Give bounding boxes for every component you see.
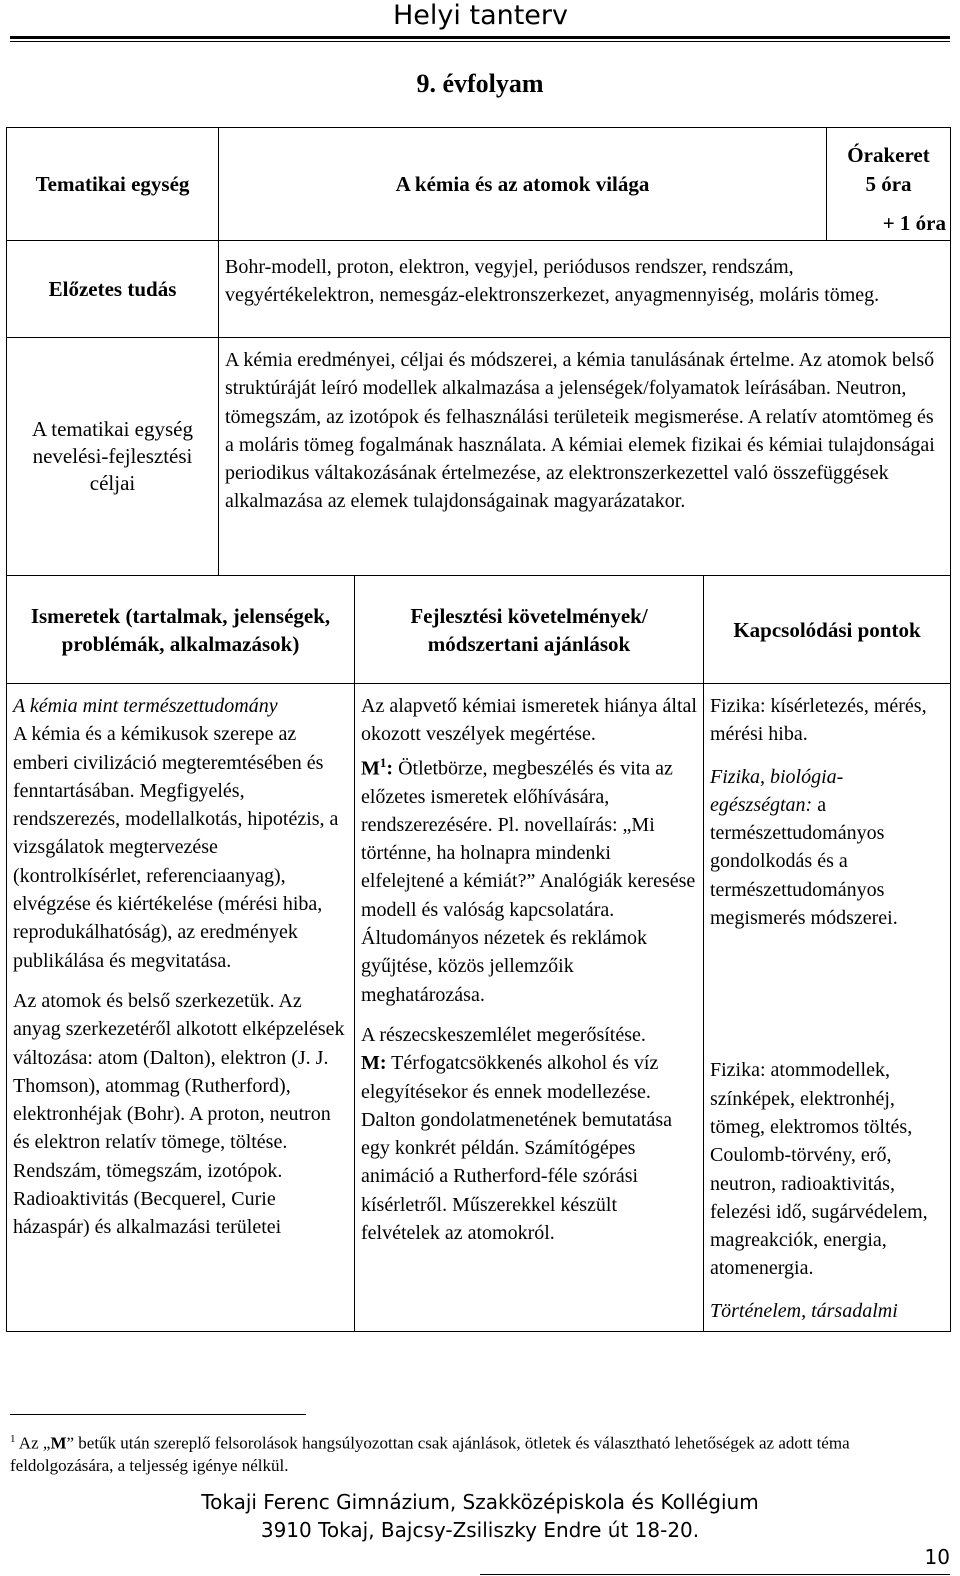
footer-school: Tokaji Ferenc Gimnázium, Szakközépiskola és Kollégium [201,1490,759,1514]
kapcsolodasi-topic1-subjects: Fizika, biológia-egészségtan: [710,765,844,816]
header-title: Helyi tanterv [393,0,568,31]
header-rule-thin [10,41,950,42]
kapcsolodasi-topic2-text: Fizika: atommodellek, színképek, elektronhéj, tömeg, elektromos töltés, Coulomb-törvény, erő, neutron, radioaktivitás, felezési idő, sugárvédelem, magreakciók, energia, atomenergia. [710,1059,928,1280]
footnote-text-a: Az „ [15,1433,51,1453]
elozetes-label: Előzetes tudás [7,241,219,338]
kapcsolodasi-topic1-text2: a természettudományos gondolkodás és a természettudományos megismerés módszerei. [710,793,898,930]
row-tematikai [7,128,951,241]
kapcsolodasi-header: Kapcsolódási pontok [704,576,951,684]
elozetes-text: Bohr-modell, proton, elektron, vegyjel, periódusos rendszer, rendszám, vegyértékelektron, nemesgáz-elektronszerkezet, anyagmennyiség, moláris tömeg. [219,241,951,338]
ismeretek-header: Ismeretek (tartalmak, jelenségek, problémák, alkalmazások) [7,576,355,684]
footnote [10,1428,945,1477]
orakeret-label: Órakeret [847,142,930,167]
footnote-m: M [50,1433,67,1453]
orakeret-cell [827,128,951,241]
ismeretek-topic2-text: Az atomok és belső szerkezetük. Az anyag szerkezetéről alkotott elképzelések változása: atom (Dalton), elektron (J. J. Thomson), atommag (Rutherford), elektronhéjak (Bohr). A proton, neutron és elektron relatív tömege, töltése. Rendszám, tömegszám, izotópok. Radioaktivitás (Becquerel, Curie házaspár) és alkalmazási területei [13,989,345,1239]
footnote-marker: 1 [10,1433,16,1445]
ismeretek-topic1-title: A kémia mint természettudomány [13,695,278,717]
header-rule [10,36,950,39]
fejlesztesi-topic2-text: Térfogatcsökkenés alkohol és víz elegyítésekor és ennek modellezése. Dalton gondolatmenetének bemutatása egy konkrét példán. Számítógépes animáció a Rutherford-féle szórási kísérletről. Műszerekkel készült felvételek az atomokról. [361,1052,673,1244]
fejlesztesi-topic2-intro: A részecskeszemlélet megerősítése. [361,1023,646,1046]
fejlesztesi-topic2-m: M: [361,1052,387,1075]
tematikai-label: Tematikai egység [7,128,219,241]
fejlesztesi-cell [355,684,704,1332]
fejlesztesi-topic1-m-sup: 1 [379,754,387,770]
fejlesztesi-topic1-colon: : [386,757,394,780]
celok-text: A kémia eredményei, céljai és módszerei, a kémia tanulásának értelme. Az atomok belső struktúráját leíró modellek alkalmazása a jelenségek/folyamatok leírásában. Neutron, tömegszám, az izotópok és felhasználási területeik megismerése. A relatív atomtömeg és a moláris tömeg fogalmának használata. A kémiai elemek fizikai és kémiai tulajdonságai periodikus váltakozásának értelmezése, az elektronszerkezettel való összefüggések alkalmazása az elemek tulajdonságainak magyarázatakor. [219,338,951,576]
footer-address: 3910 Tokaj, Bajcsy-Zsiliszky Endre út 18-20. [260,1518,700,1542]
tematikai-value: A kémia és az atomok világa [219,128,827,241]
page-number: 10 [924,1545,950,1569]
ismeretek-topic1-text: A kémia és a kémikusok szerepe az emberi civilizáció megteremtésében és fenntartásában. Megfigyelés, rendszerezés, modellalkotás, hipotézis, a vizsgálatok megtervezése (kontrolkísérlet, referenciaanyag), elvégzése és kiértékelése (mérési hiba, reprodukálhatóság), az eredmények publikálása és megvitatása. [13,723,339,972]
kapcsolodasi-topic1-text: Fizika: kísérletezés, mérés, mérési hiba. [710,695,927,746]
grade-heading: 9. évfolyam [416,69,544,98]
curriculum-table [6,127,951,1332]
row-elozetes [7,241,951,338]
kapcsolodasi-cell [704,684,951,1332]
fejlesztesi-topic1-intro: Az alapvető kémiai ismeretek hiánya által okozott veszélyek megértése. [361,695,697,746]
orakeret-value: 5 óra [865,171,912,196]
fejlesztesi-topic1-text: Ötletbörze, megbeszélés és vita az előzetes ismeretek előhívására, rendszerezésére. Pl. novellaírás: „Mi történne, ha holnapra mindenki elfelejtené a kémiát?” Analógiák keresése modell és valóság kapcsolatára. Áltudományos nézetek és reklámok gyűjtése, közös jellemzőik meghatározása. [361,757,696,1006]
footnote-rule [10,1414,306,1415]
kapcsolodasi-topic2-subjects: Történelem, társadalmi [710,1299,898,1322]
footnote-text-b: ” betűk után szereplő felsorolások hangsúlyozottan csak ajánlások, ötletek és választható lehetőségek az adott téma feldolgozására, a teljesség igénye nélkül. [10,1433,850,1475]
row-col-headers [7,576,951,684]
fejlesztesi-topic1-m: M [361,757,380,780]
row-celok [7,338,951,576]
footer-rule [480,1574,950,1575]
ismeretek-cell [7,684,355,1332]
celok-label: A tematikai egység nevelési-fejlesztési céljai [7,338,219,576]
orakeret-extra: + 1 óra [882,210,947,235]
row-content [7,684,951,1332]
fejlesztesi-header: Fejlesztési követelmények/ módszertani ajánlások [355,576,704,684]
